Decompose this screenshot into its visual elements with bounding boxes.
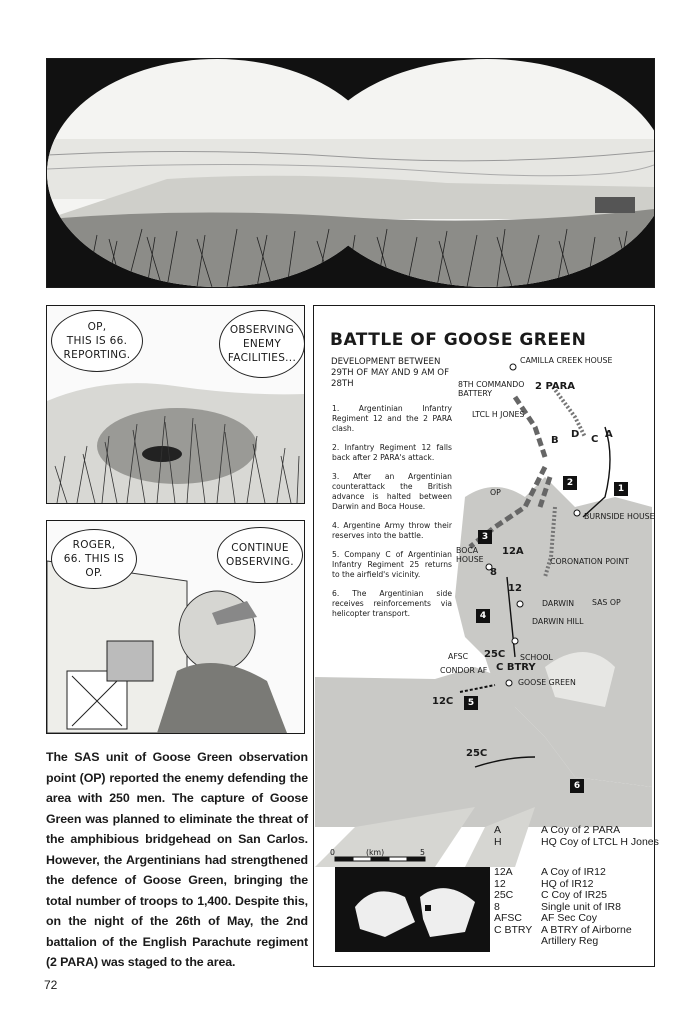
- map-note: 3. After an Argentinian counterattack the British advance is halted between Darwin and Boca House.: [332, 472, 452, 511]
- legend-key: 8: [494, 900, 500, 913]
- label-coy-c: C: [591, 434, 599, 445]
- legend-key: AFSC: [494, 912, 523, 924]
- binocular-panel: [46, 58, 655, 288]
- map-marker-3: 3: [478, 530, 492, 544]
- narration-caption: The SAS unit of Goose Green observation point (OP) reported the enemy defending the area with 250 men. The capture of Goose Green was planned to eliminate the threat of the amphibious bridgehead on San Carlos. However, the Argentinians had strengthened the defence of Goose Green, bringing the total number of troops to 1,400. Despite this, on the night of the 26th of May, the 2nd battalion of the English Parachute regiment (2 PARA) was staged to the area.: [46, 750, 308, 969]
- legend-key: H: [494, 835, 502, 848]
- label-condor-af: CONDOR AF: [440, 666, 488, 675]
- label-darwin-hill: DARWIN HILL: [532, 617, 584, 626]
- map-subtitle: DEVELOPMENT BETWEEN 29TH OF MAY AND 9 AM OF 28TH: [331, 357, 450, 389]
- legend-value: HQ of IR12: [541, 877, 594, 890]
- label-afsc: AFSC: [448, 652, 469, 661]
- legend-value: A BTRY of Airborne: [541, 923, 632, 936]
- map-note: 5. Company C of Argentinian Infantry Regiment 25 returns to the airfield's vicinity.: [332, 550, 452, 579]
- legend-value: A Coy of IR12: [541, 866, 606, 878]
- label-sas-op: SAS OP: [592, 598, 621, 607]
- legend-row: [494, 890, 632, 902]
- legend-british: [494, 825, 659, 848]
- label-ltcl-h-jones: LTCL H JONES: [472, 410, 525, 419]
- label-school: SCHOOL: [520, 653, 553, 662]
- map-marker-2: 2: [563, 476, 577, 490]
- label-burnside-house: BURNSIDE HOUSE: [584, 512, 655, 521]
- label-coy-a: A: [605, 429, 613, 440]
- observation-panel: [46, 305, 305, 504]
- legend-argentine: [494, 867, 632, 948]
- map-marker-1: 1: [614, 482, 628, 496]
- label-8th-commando-battery: 8TH COMMANDO BATTERY: [458, 380, 525, 398]
- label-scale-5: 5: [420, 848, 425, 857]
- label-camilla-creek-house: CAMILLA CREEK HOUSE: [520, 356, 613, 365]
- legend-key: C BTRY: [494, 923, 533, 936]
- legend-row: [494, 913, 632, 925]
- legend-row: [494, 837, 659, 849]
- legend-value: C Coy of IR25: [541, 889, 607, 901]
- legend-value: AF Sec Coy: [541, 912, 598, 924]
- map-note: 1. Argentinian Infantry Regiment 12 and the 2 PARA clash.: [332, 404, 452, 433]
- speech-bubble-observing-facilities: OBSERVING ENEMY FACILITIES...: [219, 310, 305, 378]
- speech-bubble-roger: ROGER, 66. THIS IS OP.: [51, 529, 137, 589]
- label-unit-25c-south: 25C: [466, 748, 488, 759]
- speech-bubble-op-reporting: OP, THIS IS 66. REPORTING.: [51, 310, 143, 372]
- page-number: 72: [44, 978, 58, 992]
- label-unit-25c: 25C: [484, 649, 506, 660]
- speech-bubble-continue-observing: CONTINUE OBSERVING.: [217, 527, 303, 583]
- label-c-btry: C BTRY: [496, 662, 536, 673]
- legend-value: Single unit of IR8: [541, 900, 621, 913]
- map-note: 6. The Argentinian side receives reinforcements via helicopter transport.: [332, 589, 452, 618]
- legend-key: 12: [494, 877, 506, 890]
- binocular-view-illustration: [47, 59, 654, 287]
- map-note: 2. Infantry Regiment 12 falls back after 2 PARA's attack.: [332, 443, 452, 462]
- label-2-para: 2 PARA: [535, 381, 576, 392]
- map-title: BATTLE OF GOOSE GREEN: [330, 330, 587, 350]
- label-scale-0: 0: [330, 848, 335, 857]
- legend-key: [494, 936, 541, 948]
- legend-key: A: [494, 824, 502, 836]
- label-coronation-point: CORONATION POINT: [550, 557, 629, 566]
- legend-value: HQ Coy of LTCL H Jones: [541, 835, 659, 848]
- map-marker-6: 6: [570, 779, 584, 793]
- label-coy-b: B: [551, 435, 559, 446]
- legend-row: [494, 867, 632, 879]
- label-unit-12: 12: [508, 583, 522, 594]
- label-unit-12a: 12A: [502, 546, 524, 557]
- label-boca-house: BOCA HOUSE: [456, 546, 484, 564]
- legend-value: Artillery Reg: [541, 935, 599, 947]
- map-marker-5: 5: [464, 696, 478, 710]
- legend-value: A Coy of 2 PARA: [541, 824, 621, 836]
- map-notes: [332, 404, 452, 628]
- legend-key: 12A: [494, 866, 513, 878]
- legend-key: 25C: [494, 889, 514, 901]
- label-unit-8: 8: [490, 567, 497, 578]
- label-goose-green: GOOSE GREEN: [518, 678, 576, 687]
- legend-row: [494, 936, 632, 948]
- map-marker-4: 4: [476, 609, 490, 623]
- map-note: 4. Argentine Army throw their reserves into the battle.: [332, 521, 452, 540]
- radio-operator-panel: [46, 520, 305, 734]
- label-darwin: DARWIN: [542, 599, 575, 608]
- label-coy-d: D: [571, 429, 580, 440]
- label-op: OP: [490, 488, 501, 497]
- label-scale-km: (km): [366, 848, 385, 857]
- label-unit-12c: 12C: [432, 696, 454, 707]
- legend-row: [494, 825, 659, 837]
